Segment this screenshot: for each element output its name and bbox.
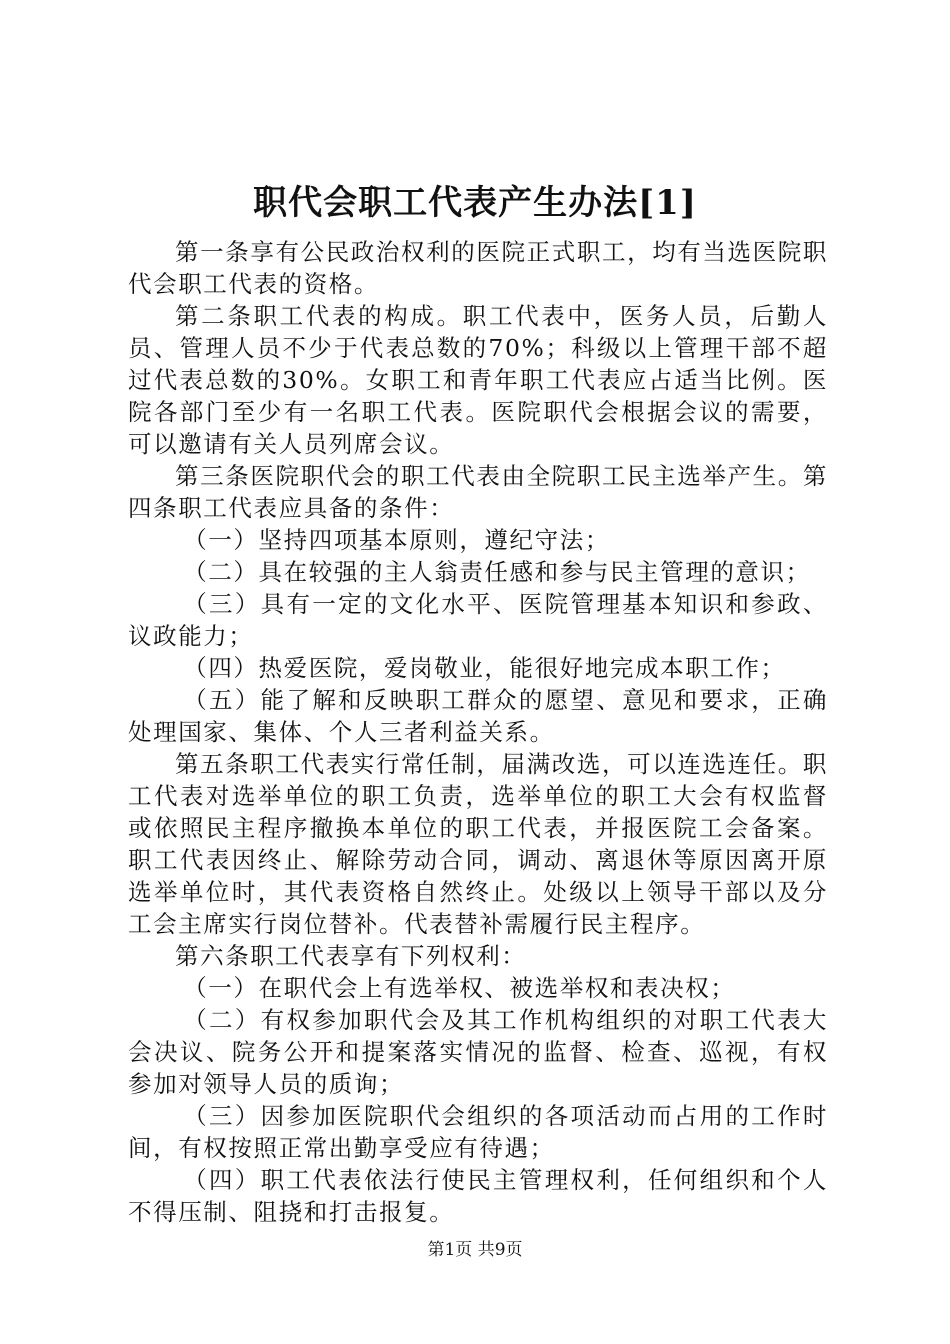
paragraph-article-6: 第六条职工代表享有下列权利： xyxy=(175,942,527,970)
paragraph-article-3: 第三条医院职代会的职工代表由全院职工民主选举产生。第四条职工代表应具备的条件： xyxy=(128,462,828,522)
paragraph-condition-4: （四）热爱医院，爱岗敬业，能很好地完成本职工作； xyxy=(183,654,786,682)
paragraph-article-5: 第五条职工代表实行常任制，届满改选，可以连选连任。职工代表对选举单位的职工负责，选举单位的职工大会有权监督或依照民主程序撤换本单位的职工代表，并报医院工会备案。职工代表因终止、解除劳动合同，调动、离退休等原因离开原选举单位时，其代表资格自然终止。处级以上领导干部以及分工会主席实行岗位替补。代表替补需履行民主程序。 xyxy=(128,750,828,938)
document-body xyxy=(128,236,828,1228)
paragraph-condition-3: （三）具有一定的文化水平、医院管理基本知识和参政、议政能力； xyxy=(128,590,828,650)
page-footer xyxy=(0,1238,950,1262)
paragraph-right-1: （一）在职代会上有选举权、被选举权和表决权； xyxy=(183,974,736,1002)
page-number: 第1页 xyxy=(427,1240,473,1260)
paragraph-right-3: （三）因参加医院职代会组织的各项活动而占用的工作时间，有权按照正常出勤享受应有待遇； xyxy=(128,1102,828,1162)
paragraph-article-1: 第一条享有公民政治权利的医院正式职工，均有当选医院职代会职工代表的资格。 xyxy=(128,238,828,298)
paragraph-right-2: （二）有权参加职代会及其工作机构组织的对职工代表大会决议、院务公开和提案落实情况的监督、检查、巡视，有权参加对领导人员的质询； xyxy=(128,1006,828,1098)
paragraph-condition-5: （五）能了解和反映职工群众的愿望、意见和要求，正确处理国家、集体、个人三者利益关系。 xyxy=(128,686,828,746)
document-title: 职代会职工代表产生办法[1] xyxy=(253,183,697,223)
paragraph-condition-2: （二）具在较强的主人翁责任感和参与民主管理的意识； xyxy=(183,558,811,586)
paragraph-condition-1: （一）坚持四项基本原则，遵纪守法； xyxy=(183,526,610,554)
paragraph-right-4: （四）职工代表依法行使民主管理权利，任何组织和个人不得压制、阻挠和打击报复。 xyxy=(128,1166,828,1226)
paragraph-article-2: 第二条职工代表的构成。职工代表中，医务人员，后勤人员、管理人员不少于代表总数的70%；科级以上管理干部不超过代表总数的30%。女职工和青年职工代表应占适当比例。医院各部门至少有一名职工代表。医院职代会根据会议的需要，可以邀请有关人员列席会议。 xyxy=(128,302,828,458)
page-total: 共9页 xyxy=(477,1240,523,1260)
